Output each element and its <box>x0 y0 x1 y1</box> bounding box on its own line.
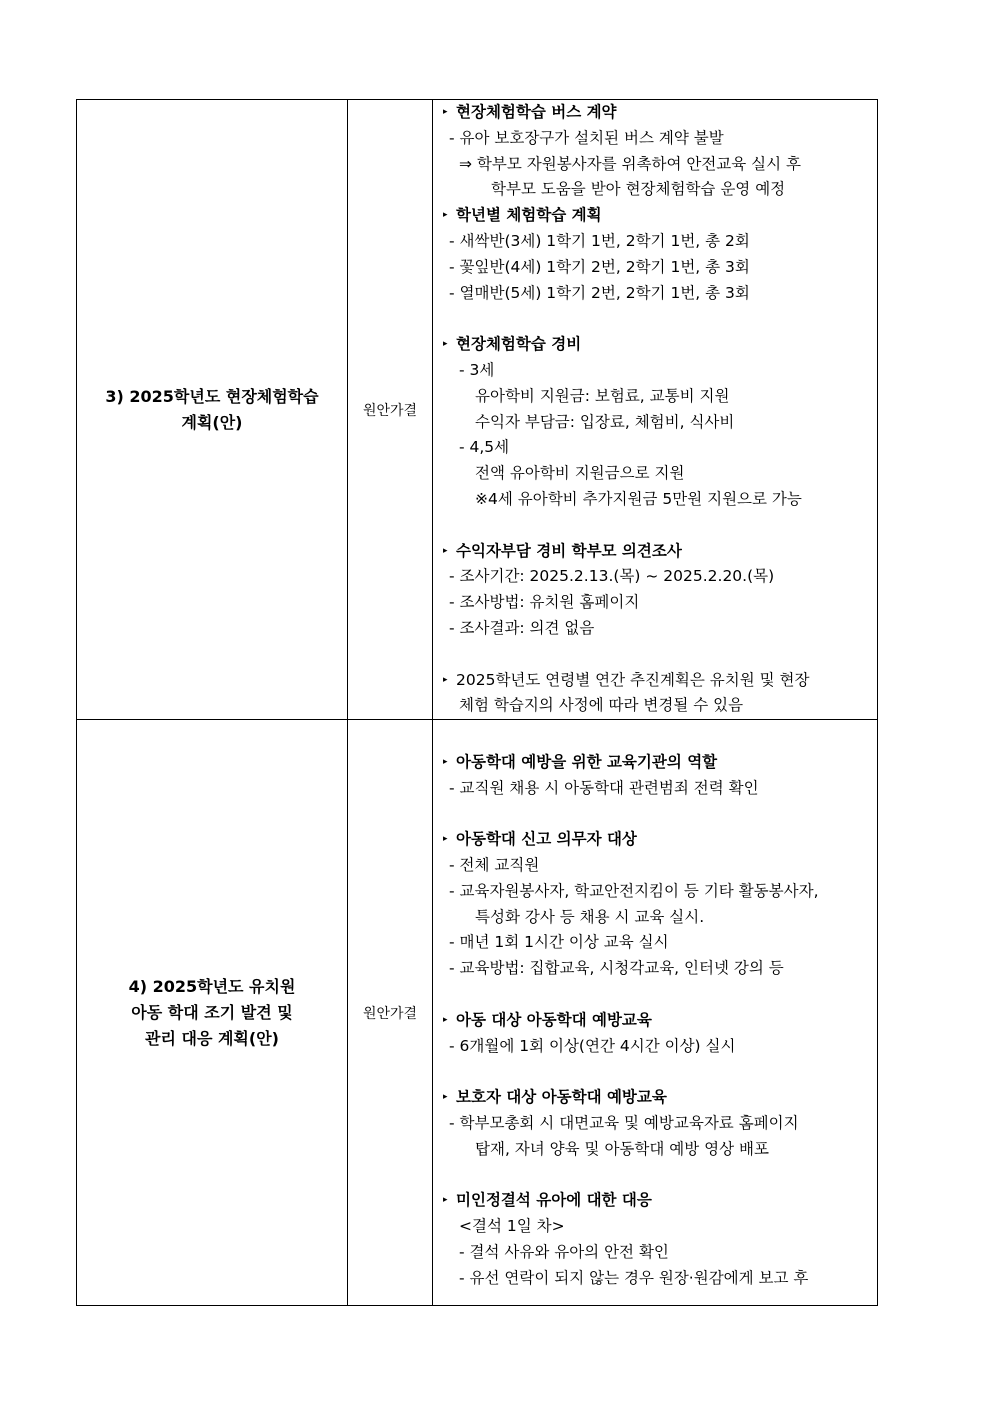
triangle-bullet-icon: ▸ <box>443 339 448 350</box>
section-heading: 현장체험학습 경비 <box>456 335 582 354</box>
content-line: ※4세 유아학비 추가지원금 5만원 지원으로 가능 <box>475 489 802 508</box>
content-line: 수익자 부담금: 입장료, 체험비, 식사비 <box>475 412 735 431</box>
section-heading: 미인정결석 유아에 대한 대응 <box>456 1191 652 1210</box>
agenda-title-line: 아동 학대 조기 발견 및 <box>131 1002 293 1022</box>
section-heading: 보호자 대상 아동학대 예방교육 <box>456 1088 667 1107</box>
content-line: - 조사방법: 유치원 홈페이지 <box>449 593 640 612</box>
content-cell <box>433 720 878 1306</box>
triangle-bullet-icon: ▸ <box>443 834 448 845</box>
content-line: - 4,5세 <box>459 438 510 457</box>
content-line: - 조사기간: 2025.2.13.(목) ~ 2025.2.20.(목) <box>449 567 775 586</box>
section-heading: 학년별 체험학습 계획 <box>456 206 602 225</box>
section-heading: 아동 대상 아동학대 예방교육 <box>456 1010 652 1029</box>
content-line: 학부모 도움을 받아 현장체험학습 운영 예정 <box>491 180 786 199</box>
decision-cell: 원안가결 <box>348 720 433 1306</box>
content-line: 특성화 강사 등 채용 시 교육 실시. <box>475 907 705 926</box>
content-line: - 새싹반(3세) 1학기 1번, 2학기 1번, 총 2회 <box>449 231 750 250</box>
section-heading: 현장체험학습 버스 계약 <box>456 103 617 121</box>
triangle-bullet-icon: ▸ <box>443 1195 448 1206</box>
table-row <box>77 100 878 720</box>
content-line: - 유선 연락이 되지 않는 경우 원장·원감에게 보고 후 <box>459 1268 809 1287</box>
content-line: - 전체 교직원 <box>449 855 540 874</box>
agenda-title-line: 3) 2025학년도 현장체험학습 <box>105 386 319 406</box>
content-line: ⇒ 학부모 자원봉사자를 위촉하여 안전교육 실시 후 <box>459 154 802 173</box>
section-heading: 아동학대 예방을 위한 교육기관의 역할 <box>456 752 718 771</box>
content-line: 유아학비 지원금: 보험료, 교통비 지원 <box>475 386 730 405</box>
content-line: - 교육방법: 집합교육, 시청각교육, 인터넷 강의 등 <box>449 959 784 978</box>
triangle-bullet-icon: ▸ <box>443 674 448 685</box>
agenda-title-cell <box>77 720 348 1306</box>
content-line: - 6개월에 1회 이상(연간 4시간 이상) 실시 <box>449 1036 736 1055</box>
content-line: - 3세 <box>459 360 495 379</box>
content-line: 전액 유아학비 지원금으로 지원 <box>475 464 685 483</box>
triangle-bullet-icon: ▸ <box>443 756 448 767</box>
content-line: - 결석 사유와 유아의 안전 확인 <box>459 1242 669 1261</box>
content-cell <box>433 100 878 720</box>
minutes-table <box>76 99 878 1306</box>
agenda-title-line: 관리 대응 계획(안) <box>145 1028 279 1048</box>
section-heading: 수익자부담 경비 학부모 의견조사 <box>456 541 682 560</box>
agenda-title-line: 계획(안) <box>181 412 243 432</box>
content-line: - 매년 1회 1시간 이상 교육 실시 <box>449 933 669 952</box>
triangle-bullet-icon: ▸ <box>443 1092 448 1103</box>
triangle-bullet-icon: ▸ <box>443 545 448 556</box>
agenda-title-cell <box>77 100 348 720</box>
triangle-bullet-icon: ▸ <box>443 1014 448 1025</box>
content-line: - 학부모총회 시 대면교육 및 예방교육자료 홈페이지 <box>449 1113 799 1132</box>
content-line: 탑재, 자녀 양육 및 아동학대 예방 영상 배포 <box>475 1139 769 1158</box>
triangle-bullet-icon: ▸ <box>443 107 448 117</box>
content-line: 체험 학습지의 사정에 따라 변경될 수 있음 <box>459 696 744 715</box>
content-line: - 유아 보호장구가 설치된 버스 계약 불발 <box>449 128 724 147</box>
content-line: - 교육자원봉사자, 학교안전지킴이 등 기타 활동봉사자, <box>449 881 819 900</box>
decision-cell: 원안가결 <box>348 100 433 720</box>
triangle-bullet-icon: ▸ <box>443 210 448 221</box>
content-line: <결석 1일 차> <box>459 1217 565 1236</box>
content-line: - 조사결과: 의견 없음 <box>449 618 595 637</box>
section-heading: 아동학대 신고 의무자 대상 <box>456 830 637 849</box>
content-line: - 열매반(5세) 1학기 2번, 2학기 1번, 총 3회 <box>449 283 750 302</box>
table-row <box>77 720 878 1306</box>
content-line: - 교직원 채용 시 아동학대 관련범죄 전력 확인 <box>449 778 759 797</box>
agenda-title-line: 4) 2025학년도 유치원 <box>128 976 296 996</box>
content-line: - 꽃잎반(4세) 1학기 2번, 2학기 1번, 총 3회 <box>449 257 750 276</box>
content-line: 2025학년도 연령별 연간 추진계획은 유치원 및 현장 <box>456 670 810 689</box>
